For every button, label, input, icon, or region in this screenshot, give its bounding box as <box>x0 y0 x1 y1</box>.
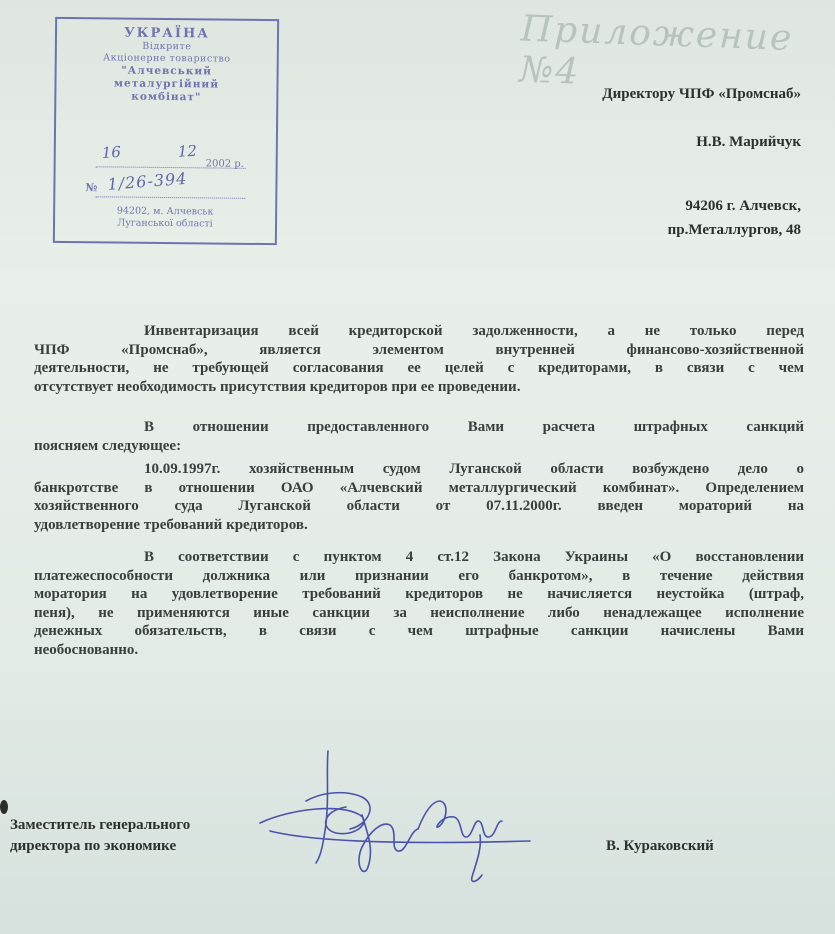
body-paragraph-3 <box>34 460 804 534</box>
punch-hole-mark <box>0 800 8 814</box>
stamp-address-line2: Луганської області <box>117 217 213 230</box>
body-line: денежных обязательств, в связи с чем штрафные санкции начислены Вами <box>34 623 804 640</box>
handwritten-annotation: Приложение №4 <box>518 8 795 93</box>
body-line: В соответствии с пунктом 4 ст.12 Закона Украины «О восстановлении <box>144 549 804 565</box>
body-line: отсутствует необходимость присутствия кредиторов при ее проведении. <box>34 378 521 395</box>
signatory-name: В. Кураковский <box>606 838 714 854</box>
handwritten-signature <box>250 745 550 895</box>
body-line: банкротстве в отношении ОАО «Алчевский металлургический комбинат». Определением <box>34 479 804 496</box>
stamp-address-line1: 94202, м. Алчевськ <box>116 205 214 218</box>
body-line: необоснованно. <box>34 641 139 658</box>
stamp-org-name1: "Алчевський <box>121 64 213 78</box>
addressee-line4: пр.Металлургов, 48 <box>667 222 801 238</box>
body-line: моратория на удовлетворение требований кредиторов не начисляется неустойка (штраф, <box>34 586 804 603</box>
stamp-date-month: 12 <box>177 141 198 161</box>
body-line: хозяйственного суда Луганской области от 07.11.2000г. введен мораторий на <box>34 498 804 515</box>
addressee-line1: Директору ЧПФ «Промснаб» <box>602 86 801 102</box>
body-line: деятельности, не требующей согласования ее целей с кредиторами, в связи с чем <box>34 360 804 377</box>
stamp-number-prefix: № <box>85 181 98 195</box>
addressee-line3: 94206 г. Алчевск, <box>685 198 801 214</box>
official-stamp <box>53 17 279 245</box>
body-line: пеня), не применяются иные санкции за неисполнение либо ненадлежащее исполнение <box>34 604 804 621</box>
stamp-number-underline <box>95 195 245 199</box>
stamp-number-value: 1/26-394 <box>106 168 188 194</box>
body-line: платежеспособности должника или признании его банкротом», в течение действия <box>34 567 804 584</box>
body-paragraph-2 <box>34 418 804 455</box>
stamp-org-line1: Відкрите <box>142 40 192 53</box>
body-paragraph-1 <box>34 322 804 396</box>
body-line: Инвентаризация всей кредиторской задолженности, а не только перед <box>144 323 804 339</box>
body-line: 10.09.1997г. хозяйственным судом Луганской области возбуждено дело о <box>144 461 804 477</box>
signatory-title-line2: директора по экономике <box>10 838 177 854</box>
signatory-title-line1: Заместитель генерального <box>10 817 191 833</box>
body-line: В отношении предоставленного Вами расчета штрафных санкций <box>144 419 804 435</box>
body-line: поясняем следующее: <box>34 437 182 454</box>
stamp-org-name2: металургійний <box>113 77 220 91</box>
stamp-address <box>55 205 275 231</box>
body-line: удовлетворение требований кредиторов. <box>34 516 308 533</box>
signatory-title <box>10 815 190 857</box>
addressee-line2: Н.В. Марийчук <box>696 134 801 150</box>
body-line: ЧПФ «Промснаб», является элементом внутренней финансово-хозяйственной <box>34 341 804 358</box>
stamp-date-year: 2002 р. <box>205 158 244 170</box>
stamp-org-line2: Акціонерне товариство <box>102 52 231 65</box>
stamp-country: УКРАЇНА <box>124 25 210 42</box>
stamp-org-name3: комбінат" <box>131 90 202 104</box>
body-paragraph-4 <box>34 548 804 660</box>
stamp-date-day: 16 <box>101 142 122 162</box>
